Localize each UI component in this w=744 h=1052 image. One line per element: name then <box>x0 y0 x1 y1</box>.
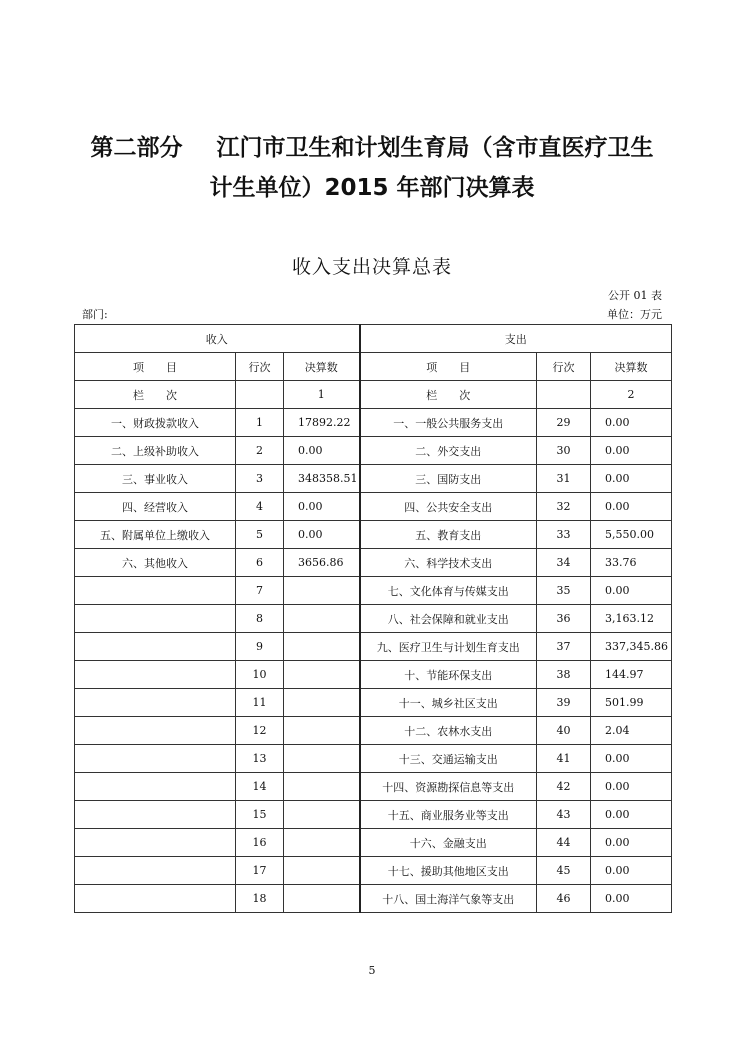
expense-row-no-cell: 42 <box>537 773 591 801</box>
expense-item-cell: 十、节能环保支出 <box>360 661 537 689</box>
expense-row-no-cell: 35 <box>537 577 591 605</box>
expense-row-no-cell: 38 <box>537 661 591 689</box>
income-amount-cell <box>284 745 360 773</box>
income-item-header: 项 目 <box>75 353 236 381</box>
income-lan-label: 栏 次 <box>75 381 236 409</box>
income-amount-cell <box>284 633 360 661</box>
income-item-cell <box>75 577 236 605</box>
income-amount-header: 决算数 <box>284 353 360 381</box>
expense-item-cell: 五、教育支出 <box>360 521 537 549</box>
expense-amount-cell: 501.99 <box>591 689 672 717</box>
expense-row-no-cell: 36 <box>537 605 591 633</box>
expense-amount-cell: 0.00 <box>591 465 672 493</box>
expense-row-no-cell: 34 <box>537 549 591 577</box>
income-amount-cell <box>284 773 360 801</box>
expense-amount-cell: 337,345.86 <box>591 633 672 661</box>
expense-amount-header: 决算数 <box>591 353 672 381</box>
table-row <box>75 773 672 801</box>
income-amount-cell <box>284 829 360 857</box>
expense-row-no-cell: 32 <box>537 493 591 521</box>
income-amount-cell <box>284 717 360 745</box>
table-row <box>75 829 672 857</box>
table-row <box>75 409 672 437</box>
expense-item-cell: 八、社会保障和就业支出 <box>360 605 537 633</box>
income-lan-empty <box>236 381 284 409</box>
income-item-cell <box>75 801 236 829</box>
department-label: 部门: <box>82 308 108 321</box>
income-row-no-cell: 10 <box>236 661 284 689</box>
expense-amount-cell: 0.00 <box>591 577 672 605</box>
income-item-cell <box>75 773 236 801</box>
income-row-no-cell: 18 <box>236 885 284 913</box>
expense-row-no-cell: 44 <box>537 829 591 857</box>
income-item-cell: 一、财政拨款收入 <box>75 409 236 437</box>
expense-item-cell: 一、一般公共服务支出 <box>360 409 537 437</box>
unit-label: 单位：万元 <box>607 308 662 321</box>
income-item-cell <box>75 689 236 717</box>
income-item-cell <box>75 605 236 633</box>
expense-item-cell: 十三、交通运输支出 <box>360 745 537 773</box>
income-item-cell: 六、其他收入 <box>75 549 236 577</box>
expense-lan-label: 栏 次 <box>360 381 537 409</box>
table-row <box>75 717 672 745</box>
income-amount-cell: 17892.22 <box>284 409 360 437</box>
column-number-row <box>75 381 672 409</box>
expense-item-cell: 六、科学技术支出 <box>360 549 537 577</box>
income-row-no-cell: 15 <box>236 801 284 829</box>
income-row-no-cell: 2 <box>236 437 284 465</box>
expense-row-no-cell: 33 <box>537 521 591 549</box>
income-amount-cell <box>284 857 360 885</box>
expense-item-cell: 三、国防支出 <box>360 465 537 493</box>
expense-item-cell: 十六、金融支出 <box>360 829 537 857</box>
expense-row-no-header: 行次 <box>537 353 591 381</box>
table-row <box>75 857 672 885</box>
income-amount-cell: 0.00 <box>284 437 360 465</box>
form-number: 公开 01 表 <box>608 289 662 302</box>
table-row <box>75 633 672 661</box>
table-row <box>75 689 672 717</box>
part-label: 第二部分 <box>90 135 183 161</box>
income-amount-cell <box>284 689 360 717</box>
expense-col-no: 2 <box>591 381 672 409</box>
income-amount-cell <box>284 885 360 913</box>
expense-row-no-cell: 45 <box>537 857 591 885</box>
table-row <box>75 885 672 913</box>
table-row <box>75 493 672 521</box>
income-row-no-cell: 13 <box>236 745 284 773</box>
income-row-no-cell: 4 <box>236 493 284 521</box>
table-row <box>75 661 672 689</box>
expense-amount-cell: 144.97 <box>591 661 672 689</box>
expense-item-cell: 四、公共安全支出 <box>360 493 537 521</box>
income-expense-table <box>74 324 672 913</box>
income-amount-cell: 348358.51 <box>284 465 360 493</box>
expense-row-no-cell: 31 <box>537 465 591 493</box>
income-row-no-cell: 1 <box>236 409 284 437</box>
expense-item-cell: 九、医疗卫生与计划生育支出 <box>360 633 537 661</box>
income-item-cell <box>75 633 236 661</box>
expense-item-cell: 十四、资源勘探信息等支出 <box>360 773 537 801</box>
income-row-no-cell: 5 <box>236 521 284 549</box>
income-amount-cell: 3656.86 <box>284 549 360 577</box>
income-item-cell: 五、附属单位上缴收入 <box>75 521 236 549</box>
expense-amount-cell: 0.00 <box>591 493 672 521</box>
income-row-no-cell: 9 <box>236 633 284 661</box>
header-section-row <box>75 325 672 353</box>
expense-row-no-cell: 29 <box>537 409 591 437</box>
expense-row-no-cell: 43 <box>537 801 591 829</box>
expense-item-cell: 七、文化体育与传媒支出 <box>360 577 537 605</box>
income-item-cell <box>75 885 236 913</box>
table-row <box>75 521 672 549</box>
heading-title-line1: 江门市卫生和计划生育局（含市直医疗卫生 <box>216 135 654 161</box>
expense-item-cell: 十二、农林水支出 <box>360 717 537 745</box>
expense-item-cell: 十一、城乡社区支出 <box>360 689 537 717</box>
expense-amount-cell: 0.00 <box>591 885 672 913</box>
income-amount-cell <box>284 577 360 605</box>
income-item-cell <box>75 745 236 773</box>
income-item-cell <box>75 829 236 857</box>
expense-amount-cell: 0.00 <box>591 745 672 773</box>
expense-row-no-cell: 30 <box>537 437 591 465</box>
expense-row-no-cell: 40 <box>537 717 591 745</box>
table-row <box>75 577 672 605</box>
expense-header: 支出 <box>360 325 672 353</box>
table-row <box>75 745 672 773</box>
expense-amount-cell: 0.00 <box>591 801 672 829</box>
page-number: 5 <box>368 964 376 977</box>
table-row <box>75 605 672 633</box>
expense-amount-cell: 5,550.00 <box>591 521 672 549</box>
expense-amount-cell: 0.00 <box>591 409 672 437</box>
income-row-no-cell: 14 <box>236 773 284 801</box>
table-title: 收入支出决算总表 <box>291 256 452 278</box>
expense-item-cell: 十八、国土海洋气象等支出 <box>360 885 537 913</box>
expense-amount-cell: 33.76 <box>591 549 672 577</box>
income-item-cell <box>75 661 236 689</box>
income-header: 收入 <box>75 325 360 353</box>
expense-lan-empty <box>537 381 591 409</box>
income-item-cell <box>75 717 236 745</box>
expense-amount-cell: 0.00 <box>591 437 672 465</box>
income-row-no-header: 行次 <box>236 353 284 381</box>
income-row-no-cell: 17 <box>236 857 284 885</box>
table-row <box>75 437 672 465</box>
income-item-cell <box>75 857 236 885</box>
income-item-cell: 三、事业收入 <box>75 465 236 493</box>
income-row-no-cell: 7 <box>236 577 284 605</box>
income-col-no: 1 <box>284 381 360 409</box>
income-row-no-cell: 3 <box>236 465 284 493</box>
expense-item-cell: 二、外交支出 <box>360 437 537 465</box>
income-row-no-cell: 11 <box>236 689 284 717</box>
income-row-no-cell: 8 <box>236 605 284 633</box>
income-row-no-cell: 12 <box>236 717 284 745</box>
income-item-cell: 四、经营收入 <box>75 493 236 521</box>
expense-row-no-cell: 46 <box>537 885 591 913</box>
expense-amount-cell: 0.00 <box>591 773 672 801</box>
document-heading-line2: 计生单位）2015 年部门决算表 <box>209 175 535 201</box>
expense-item-header: 项 目 <box>360 353 537 381</box>
income-amount-cell: 0.00 <box>284 521 360 549</box>
table-row <box>75 801 672 829</box>
income-amount-cell <box>284 661 360 689</box>
income-row-no-cell: 16 <box>236 829 284 857</box>
income-amount-cell <box>284 605 360 633</box>
income-row-no-cell: 6 <box>236 549 284 577</box>
table-row <box>75 465 672 493</box>
table-row <box>75 549 672 577</box>
expense-amount-cell: 2.04 <box>591 717 672 745</box>
income-amount-cell: 0.00 <box>284 493 360 521</box>
expense-item-cell: 十七、援助其他地区支出 <box>360 857 537 885</box>
income-item-cell: 二、上级补助收入 <box>75 437 236 465</box>
expense-amount-cell: 0.00 <box>591 829 672 857</box>
document-heading-line1 <box>0 128 744 168</box>
expense-amount-cell: 0.00 <box>591 857 672 885</box>
expense-row-no-cell: 37 <box>537 633 591 661</box>
expense-row-no-cell: 39 <box>537 689 591 717</box>
expense-amount-cell: 3,163.12 <box>591 605 672 633</box>
income-amount-cell <box>284 801 360 829</box>
expense-row-no-cell: 41 <box>537 745 591 773</box>
column-header-row <box>75 353 672 381</box>
expense-item-cell: 十五、商业服务业等支出 <box>360 801 537 829</box>
